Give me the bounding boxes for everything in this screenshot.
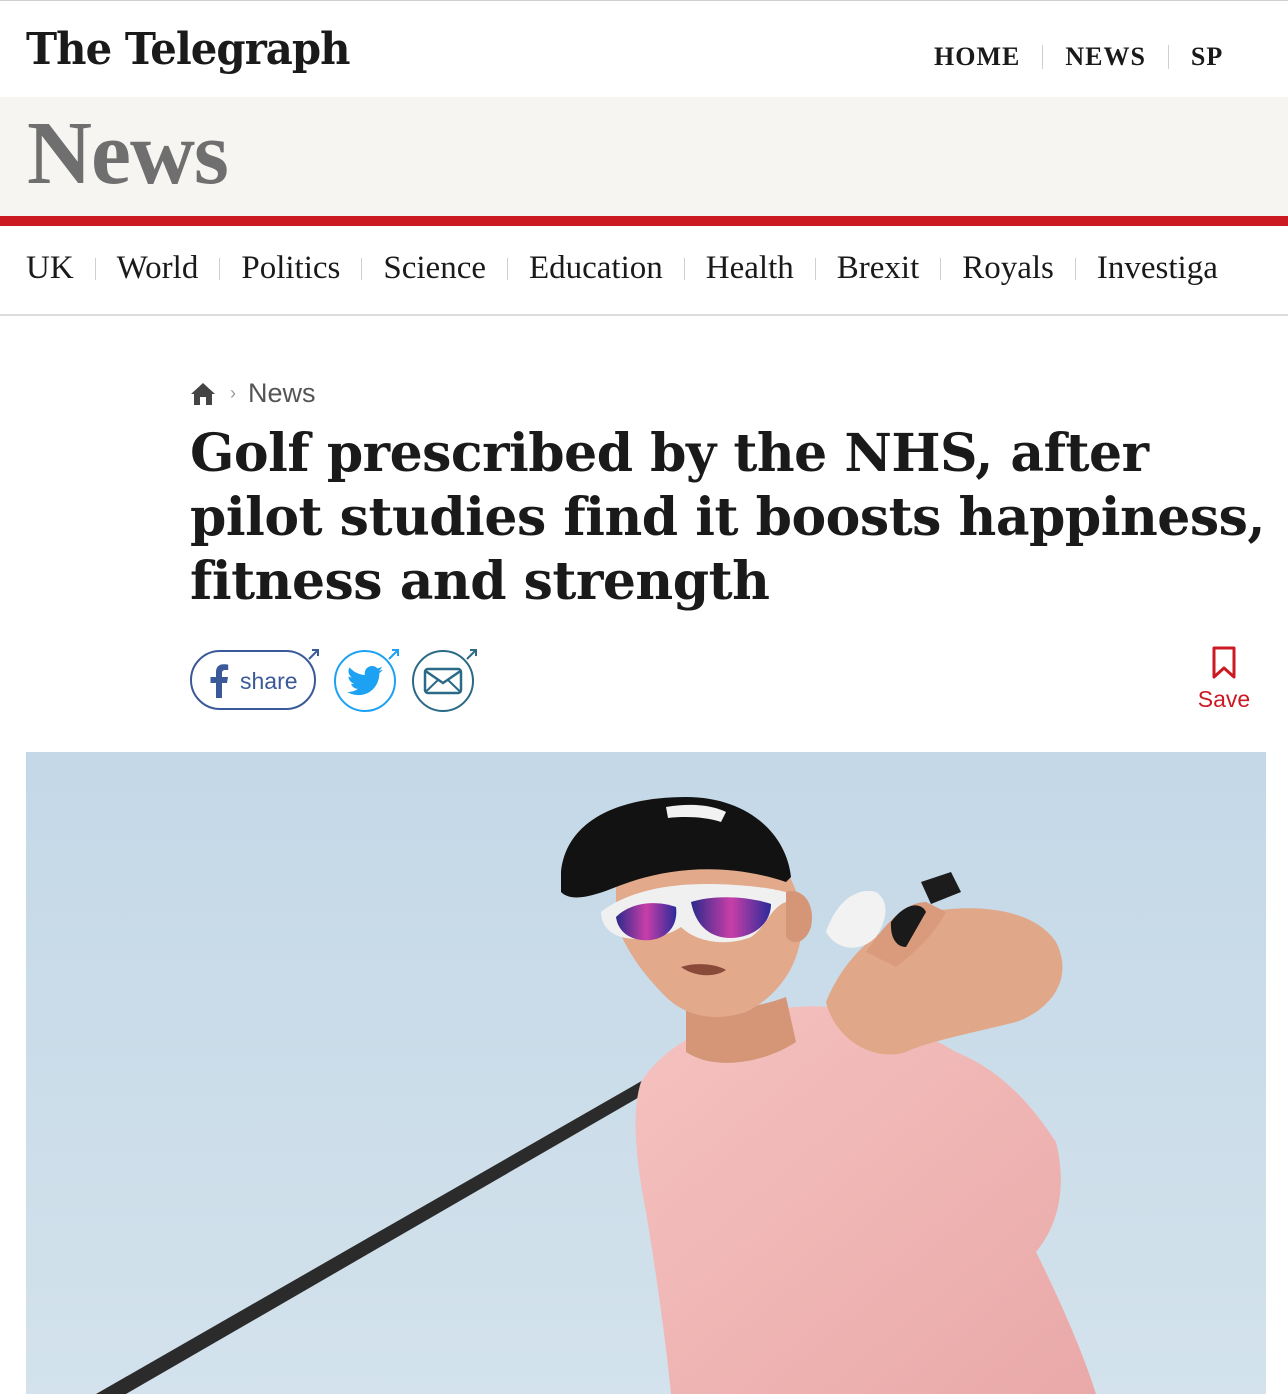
section-accent-bar [0,216,1288,226]
masthead [0,4,1288,97]
subnav-divider [940,258,941,280]
subnav-divider [684,258,685,280]
subnav-item-uk[interactable]: UK [26,250,74,286]
section-banner [0,97,1288,216]
article-lead-image [26,752,1266,1394]
article-headline: Golf prescribed by the NHS, after pilot studies find it boosts happiness, fitness and strength [190,423,1266,612]
subnav-item-brexit[interactable]: Brexit [836,250,920,286]
facebook-share-label: share [240,668,298,694]
facebook-icon [209,664,229,698]
subnav-divider [361,258,362,280]
nav-news[interactable]: NEWS [1065,42,1146,71]
top-navigation [912,42,1245,72]
save-label: Save [1197,686,1251,712]
breadcrumb-news[interactable]: News [248,378,316,408]
subnav-divider [219,258,220,280]
subnav-divider [507,258,508,280]
chevron-right-icon: › [230,383,236,403]
subnav-divider [815,258,816,280]
section-title[interactable]: News [27,104,228,203]
subnav-divider [1075,258,1076,280]
nav-home[interactable]: HOME [934,42,1021,71]
telegraph-logo[interactable]: The Telegraph [26,24,350,75]
section-subnav [0,226,1288,316]
subnav-item-politics[interactable]: Politics [241,250,341,286]
subnav-item-investigations[interactable]: Investiga [1096,250,1218,286]
subnav-item-education[interactable]: Education [528,250,663,286]
subnav-item-world[interactable]: World [116,250,199,286]
external-link-icon [306,648,320,662]
subnav-item-health[interactable]: Health [705,250,794,286]
subnav-item-science[interactable]: Science [383,250,486,286]
subnav-divider [95,258,96,280]
external-link-icon [386,648,400,662]
twitter-icon [347,666,383,696]
external-link-icon [464,648,478,662]
home-icon[interactable] [190,381,216,407]
bookmark-icon [1211,646,1237,680]
breadcrumb [190,378,316,409]
save-button[interactable] [1196,646,1252,722]
subnav-item-royals[interactable]: Royals [962,250,1054,286]
golfer-photo [26,752,1266,1394]
facebook-share-button[interactable] [190,650,316,710]
envelope-icon [423,667,463,695]
nav-sport[interactable]: SP [1190,42,1224,71]
